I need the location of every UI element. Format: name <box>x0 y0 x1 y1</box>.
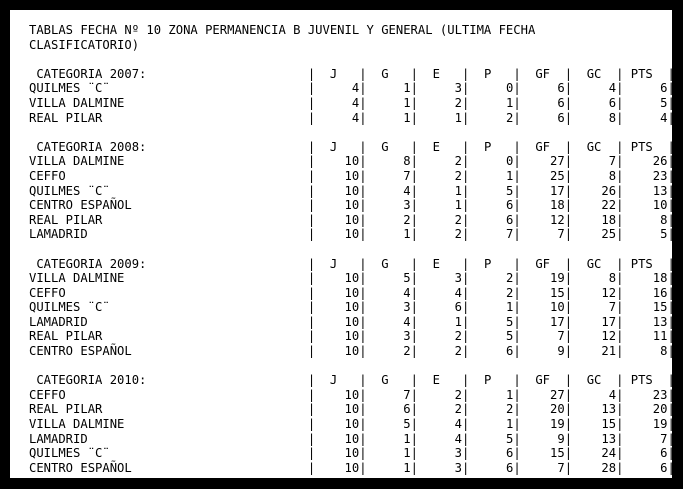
cell-gf: 18| <box>520 198 573 213</box>
cell-gc: 6| <box>572 95 624 110</box>
team-name: CEFFO | <box>29 168 316 183</box>
team-name: REAL PILAR | <box>29 212 316 227</box>
team-name: CENTRO ESPAÑOL | <box>29 344 316 359</box>
cell-gc: 18| <box>572 212 624 227</box>
category-title: CATEGORIA 2010: <box>29 373 147 388</box>
column-header-gc: GC | <box>572 256 624 271</box>
team-name: CENTRO ESPAÑOL | <box>29 460 316 475</box>
cell-p: 6| <box>469 446 521 461</box>
cell-gf: 20| <box>520 402 573 417</box>
cell-gf: 15| <box>520 446 573 461</box>
table-row <box>29 154 675 169</box>
table-row <box>29 431 675 447</box>
cell-g: 3| <box>366 198 418 213</box>
cell-g: 4| <box>366 183 418 198</box>
cell-e: 1| <box>417 314 470 329</box>
column-header-j: J | <box>315 139 367 154</box>
cell-e: 2| <box>417 168 470 183</box>
column-header-e: E | <box>417 139 470 154</box>
cell-g: 7| <box>366 387 418 402</box>
cell-p: 5| <box>469 183 521 198</box>
column-header-gf: GF | <box>520 66 573 81</box>
column-header-gf: GF | <box>520 256 573 271</box>
table-row <box>29 344 675 359</box>
column-header-p: P | <box>469 66 521 81</box>
cell-gc: 24| <box>572 446 624 461</box>
cell-p: 6| <box>469 198 521 213</box>
cell-p: 5| <box>469 314 521 329</box>
cell-pts: 20| <box>623 402 675 417</box>
team-name: REAL PILAR | <box>29 402 316 417</box>
column-header-j: J | <box>315 66 367 81</box>
table-row <box>29 227 675 242</box>
cell-e: 3| <box>417 81 470 96</box>
cell-gf: 15| <box>520 285 573 300</box>
title-line-1: TABLAS FECHA Nº 10 ZONA PERMANENCIA B JUVENIL Y GENERAL (ULTIMA FECHA <box>29 23 536 37</box>
cell-g: 1| <box>366 227 418 242</box>
cell-gc: 21| <box>572 344 624 359</box>
cell-pts: 6| <box>623 81 675 96</box>
cell-j: 10| <box>315 300 367 315</box>
cell-p: 2| <box>469 110 521 125</box>
cell-pts: 15| <box>623 300 675 315</box>
cell-g: 4| <box>366 314 418 329</box>
cell-j: 10| <box>315 417 367 432</box>
cell-gc: 7| <box>572 154 624 169</box>
cell-e: 3| <box>417 446 470 461</box>
cell-j: 10| <box>315 212 367 227</box>
cell-pts: 13| <box>623 314 675 329</box>
category-header <box>29 256 675 272</box>
cell-gc: 13| <box>572 431 624 446</box>
cell-p: 7| <box>469 227 521 242</box>
cell-j: 10| <box>315 314 367 329</box>
cell-gf: 19| <box>520 417 573 432</box>
team-name: QUILMES ¨C¨ | <box>29 183 316 198</box>
team-name: CENTRO ESPAÑOL | <box>29 198 316 213</box>
cell-gf: 9| <box>520 431 573 446</box>
cell-g: 7| <box>366 168 418 183</box>
cell-e: 1| <box>417 110 470 125</box>
table-row <box>29 402 675 417</box>
blank-line <box>29 359 672 374</box>
cell-e: 4| <box>417 431 470 446</box>
column-header-gf: GF | <box>520 373 573 388</box>
standings-text <box>29 23 675 475</box>
cell-j: 10| <box>315 183 367 198</box>
cell-pts: 23| <box>623 387 675 402</box>
blank-line <box>29 52 672 67</box>
cell-p: 2| <box>469 285 521 300</box>
team-name: QUILMES ¨C¨ | <box>29 446 316 461</box>
cell-j: 10| <box>315 271 367 286</box>
category-title: CATEGORIA 2007: <box>29 66 147 81</box>
column-header-j: J | <box>315 373 367 388</box>
table-row <box>29 81 675 96</box>
cell-j: 10| <box>315 168 367 183</box>
column-header-g: G | <box>366 66 418 81</box>
cell-j: 10| <box>315 460 367 475</box>
team-name: LAMADRID | <box>29 227 316 242</box>
cell-pts: 16| <box>623 285 675 300</box>
cell-gf: 6| <box>520 81 573 96</box>
cell-pts: 8| <box>623 344 675 359</box>
cell-gf: 6| <box>520 95 573 110</box>
cell-pts: 4| <box>623 110 675 125</box>
table-row <box>29 329 675 344</box>
cell-gf: 17| <box>520 183 573 198</box>
team-name: REAL PILAR | <box>29 110 316 125</box>
cell-gf: 7| <box>520 329 573 344</box>
cell-e: 2| <box>417 95 470 110</box>
cell-pts: 11| <box>623 329 675 344</box>
cell-p: 2| <box>469 271 521 286</box>
cell-g: 2| <box>366 212 418 227</box>
table-row <box>29 198 675 213</box>
cell-pts: 5| <box>623 95 675 110</box>
cell-g: 6| <box>366 402 418 417</box>
cell-p: 6| <box>469 460 521 475</box>
category-title: CATEGORIA 2008: <box>29 139 147 154</box>
column-header-g: G | <box>366 139 418 154</box>
cell-gc: 26| <box>572 183 624 198</box>
column-header-g: G | <box>366 373 418 388</box>
cell-pts: 6| <box>623 446 675 461</box>
column-header-p: P | <box>469 139 521 154</box>
cell-j: 10| <box>315 285 367 300</box>
cell-gf: 7| <box>520 227 573 242</box>
category-gap: | <box>146 139 316 154</box>
cell-gc: 28| <box>572 460 624 475</box>
column-header-g: G | <box>366 256 418 271</box>
cell-gf: 7| <box>520 460 573 475</box>
standings-sheet <box>10 10 675 478</box>
column-header-p: P | <box>469 256 521 271</box>
team-name: LAMADRID | <box>29 431 316 446</box>
cell-gf: 17| <box>520 314 573 329</box>
table-row <box>29 168 675 184</box>
cell-gc: 4| <box>572 387 624 402</box>
cell-p: 0| <box>469 81 521 96</box>
table-row <box>29 417 675 432</box>
table-row <box>29 110 675 126</box>
cell-j: 4| <box>315 95 367 110</box>
cell-p: 2| <box>469 402 521 417</box>
column-header-pts: PTS | <box>623 373 675 388</box>
cell-p: 5| <box>469 431 521 446</box>
cell-p: 1| <box>469 387 521 402</box>
cell-e: 4| <box>417 417 470 432</box>
cell-e: 2| <box>417 344 470 359</box>
cell-p: 1| <box>469 168 521 183</box>
team-name: CEFFO | <box>29 387 316 402</box>
table-row <box>29 314 675 330</box>
category-blocks <box>29 52 675 475</box>
column-header-j: J | <box>315 256 367 271</box>
cell-pts: 19| <box>623 417 675 432</box>
cell-gc: 8| <box>572 271 624 286</box>
cell-g: 1| <box>366 446 418 461</box>
cell-j: 10| <box>315 198 367 213</box>
cell-gf: 12| <box>520 212 573 227</box>
cell-g: 5| <box>366 271 418 286</box>
cell-gc: 4| <box>572 81 624 96</box>
cell-gf: 19| <box>520 271 573 286</box>
column-header-e: E | <box>417 373 470 388</box>
cell-e: 2| <box>417 154 470 169</box>
cell-p: 6| <box>469 212 521 227</box>
category-header <box>29 66 675 82</box>
cell-gc: 15| <box>572 417 624 432</box>
cell-g: 2| <box>366 344 418 359</box>
blank-line <box>29 125 672 140</box>
category-gap: | <box>146 256 316 271</box>
team-name: QUILMES ¨C¨ | <box>29 81 316 96</box>
cell-g: 1| <box>366 460 418 475</box>
cell-pts: 23| <box>623 168 675 183</box>
cell-g: 1| <box>366 95 418 110</box>
cell-p: 1| <box>469 300 521 315</box>
cell-gc: 8| <box>572 168 624 183</box>
cell-e: 2| <box>417 212 470 227</box>
cell-pts: 13| <box>623 183 675 198</box>
team-name: VILLA DALMINE | <box>29 417 316 432</box>
cell-gc: 12| <box>572 329 624 344</box>
cell-g: 1| <box>366 81 418 96</box>
cell-gc: 17| <box>572 314 624 329</box>
team-name: QUILMES ¨C¨ | <box>29 300 316 315</box>
cell-j: 10| <box>315 329 367 344</box>
cell-g: 1| <box>366 110 418 125</box>
category-header <box>29 373 675 388</box>
cell-pts: 10| <box>623 198 675 213</box>
table-row <box>29 95 675 111</box>
cell-pts: 18| <box>623 271 675 286</box>
cell-j: 10| <box>315 431 367 446</box>
cell-j: 10| <box>315 154 367 169</box>
cell-p: 6| <box>469 344 521 359</box>
cell-gc: 12| <box>572 285 624 300</box>
table-row <box>29 183 675 199</box>
category-title: CATEGORIA 2009: <box>29 256 147 271</box>
title-line-2: CLASIFICATORIO) <box>29 37 140 52</box>
cell-j: 10| <box>315 344 367 359</box>
cell-gf: 27| <box>520 154 573 169</box>
cell-gf: 6| <box>520 110 573 125</box>
team-name: VILLA DALMINE | <box>29 154 316 169</box>
cell-gc: 25| <box>572 227 624 242</box>
cell-e: 1| <box>417 198 470 213</box>
cell-p: 0| <box>469 154 521 169</box>
cell-e: 1| <box>417 183 470 198</box>
cell-gf: 25| <box>520 168 573 183</box>
cell-j: 10| <box>315 446 367 461</box>
cell-gf: 10| <box>520 300 573 315</box>
table-row <box>29 300 675 315</box>
cell-p: 1| <box>469 95 521 110</box>
cell-g: 8| <box>366 154 418 169</box>
cell-g: 3| <box>366 329 418 344</box>
column-header-pts: PTS | <box>623 139 675 154</box>
table-row <box>29 212 675 228</box>
table-row <box>29 460 675 476</box>
cell-j: 10| <box>315 227 367 242</box>
cell-pts: 6| <box>623 460 675 475</box>
cell-e: 4| <box>417 285 470 300</box>
cell-e: 6| <box>417 300 470 315</box>
team-name: VILLA DALMINE | <box>29 271 316 286</box>
category-gap: | <box>146 373 316 388</box>
cell-gf: 27| <box>520 387 573 402</box>
table-row <box>29 271 675 286</box>
cell-e: 3| <box>417 460 470 475</box>
cell-j: 10| <box>315 402 367 417</box>
cell-gc: 7| <box>572 300 624 315</box>
table-row <box>29 285 675 301</box>
cell-e: 2| <box>417 329 470 344</box>
cell-pts: 26| <box>623 154 675 169</box>
cell-gc: 13| <box>572 402 624 417</box>
cell-g: 4| <box>366 285 418 300</box>
column-header-gc: GC | <box>572 373 624 388</box>
cell-e: 2| <box>417 227 470 242</box>
cell-pts: 7| <box>623 431 675 446</box>
cell-g: 1| <box>366 431 418 446</box>
table-row <box>29 446 675 461</box>
team-name: VILLA DALMINE | <box>29 95 316 110</box>
blank-line <box>29 242 672 257</box>
category-header <box>29 139 675 155</box>
column-header-e: E | <box>417 66 470 81</box>
cell-j: 4| <box>315 110 367 125</box>
cell-j: 10| <box>315 387 367 402</box>
cell-e: 3| <box>417 271 470 286</box>
cell-g: 5| <box>366 417 418 432</box>
column-header-pts: PTS | <box>623 256 675 271</box>
cell-gc: 8| <box>572 110 624 125</box>
team-name: REAL PILAR | <box>29 329 316 344</box>
cell-pts: 8| <box>623 212 675 227</box>
team-name: LAMADRID | <box>29 314 316 329</box>
category-gap: | <box>146 66 316 81</box>
cell-e: 2| <box>417 387 470 402</box>
cell-j: 4| <box>315 81 367 96</box>
cell-e: 2| <box>417 402 470 417</box>
column-header-e: E | <box>417 256 470 271</box>
column-header-gc: GC | <box>572 66 624 81</box>
column-header-gc: GC | <box>572 139 624 154</box>
cell-p: 1| <box>469 417 521 432</box>
table-row <box>29 387 675 403</box>
cell-gc: 22| <box>572 198 624 213</box>
cell-p: 5| <box>469 329 521 344</box>
column-header-p: P | <box>469 373 521 388</box>
team-name: CEFFO | <box>29 285 316 300</box>
cell-g: 3| <box>366 300 418 315</box>
column-header-gf: GF | <box>520 139 573 154</box>
cell-pts: 5| <box>623 227 675 242</box>
cell-gf: 9| <box>520 344 573 359</box>
column-header-pts: PTS | <box>623 66 675 81</box>
